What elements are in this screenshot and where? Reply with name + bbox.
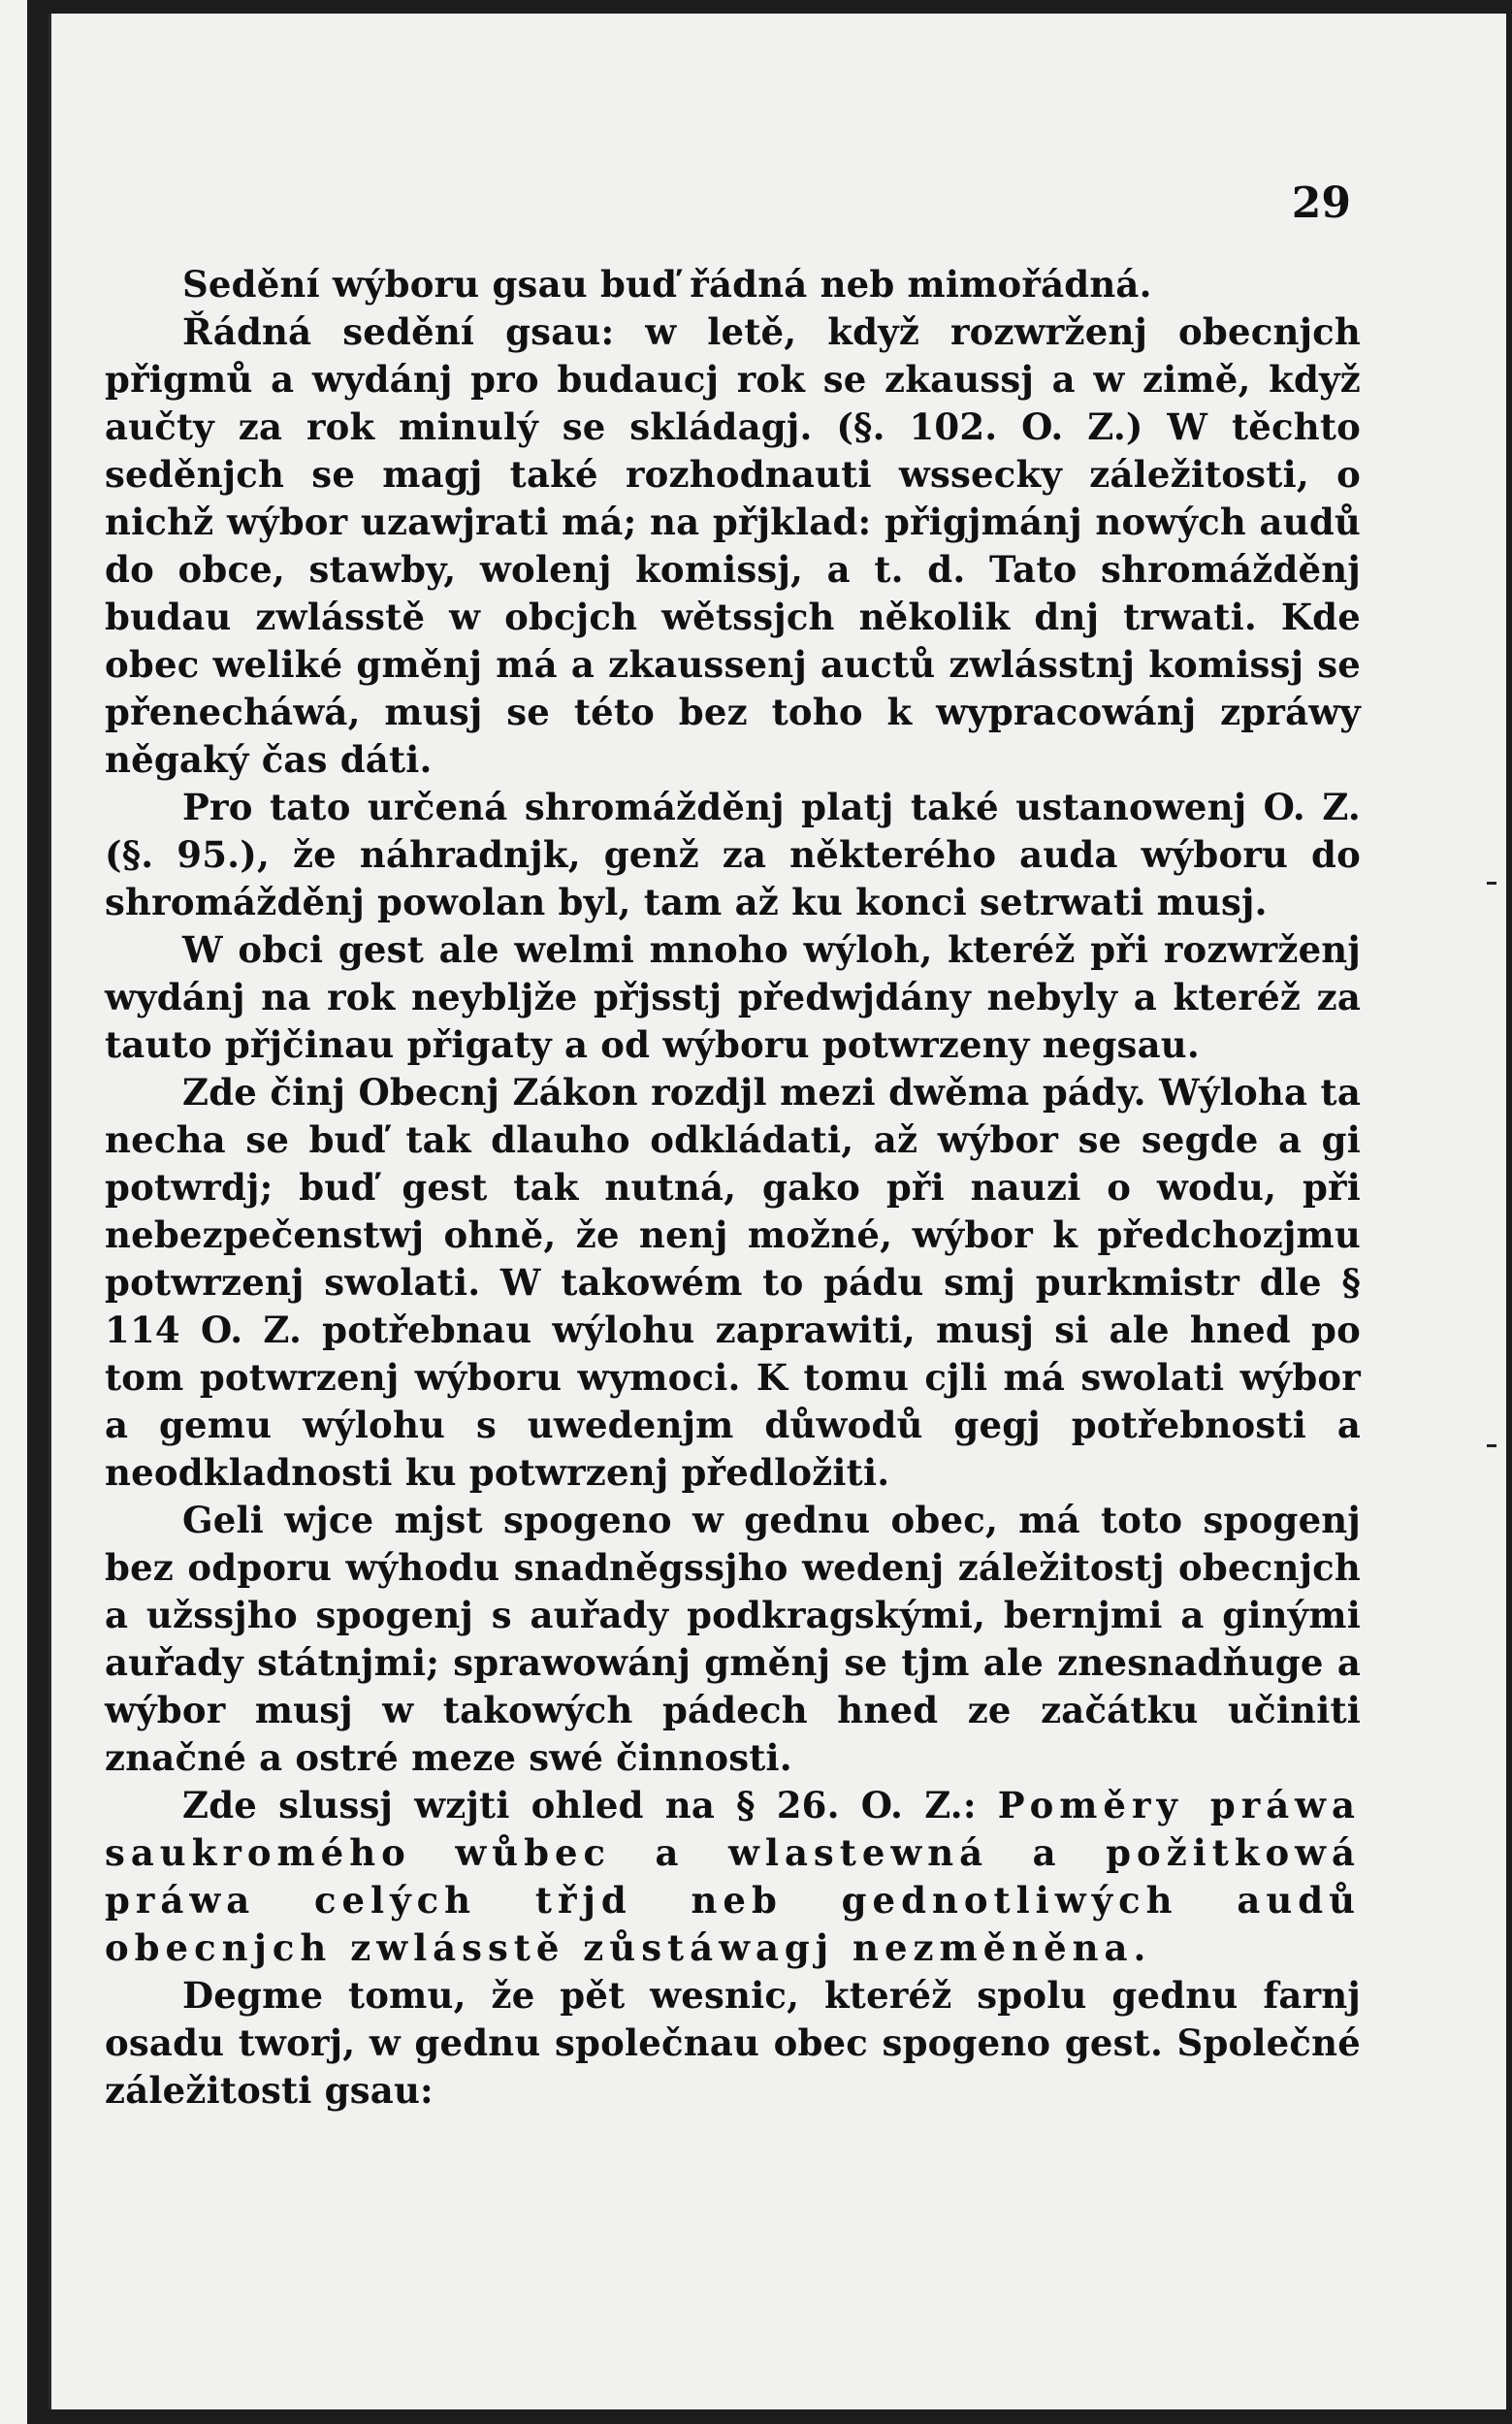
margin-mark — [1487, 882, 1496, 885]
book-page — [48, 14, 1506, 2409]
quoted-law-text: Poměry práwa saukromého wůbec a wlastewná a požitkowá práwa celých třjd neb gednotliwých audů obecnjch zwlásstě zůstáwagj nezměněna. — [105, 1784, 1361, 1969]
paragraph: Pro tato určená shromážděnj platj také ustanowenj O. Z. (§. 95.), že náhradnjk, genž za některého auda wýboru do shromážděnj powolan byl, tam až ku konci setrwati musj. — [105, 786, 1361, 923]
paragraph-lead: Zde slussj wzjti ohled na § 26. O. Z.: — [182, 1784, 998, 1826]
scan-left-edge — [0, 0, 27, 2424]
paragraph — [105, 1782, 1361, 1972]
paragraph: W obci gest ale welmi mnoho wýloh, kteréž při rozwrženj wydánj na rok neybljže přjsstj předwjdány nebyly a kteréž za tauto přjčinau přigaty a od wýboru potwrzeny negsau. — [105, 928, 1361, 1066]
paragraph: Řádná sedění gsau: w letě, když rozwrženj obecnjch přigmů a wydánj pro budaucj rok se zkaussj a w zimě, když aučty za rok minulý se skládagj. (§. 102. O. Z.) W těchto seděnjch se magj také rozhodnauti wssecky záležitosti, o nichž wýbor uzawjrati má; na přjklad: přigjmánj nowých audů do obce, stawby, wolenj komissj, a t. d. Tato shromážděnj budau zwlásstě w obcjch wětssjch několik dnj trwati. Kde obec weliké gměnj má a zkaussenj auctů zwlásstnj komissj se přenecháwá, musj se této bez toho k wypracowánj zpráwy něgaký čas dáti. — [105, 310, 1361, 781]
paragraph: Sedění wýboru gsau buď řádná neb mimořádná. — [182, 263, 1152, 306]
margin-mark — [1487, 1444, 1496, 1447]
page-text — [105, 261, 1361, 2115]
paragraph: Geli wjce mjst spogeno w gednu obec, má toto spogenj bez odporu wýhodu snadněgssjho wedenj záležitostj obecnjch a užssjho spogenj s auřady podkragskými, bernjmi a ginými auřady státnjmi; sprawowánj gměnj se tjm ale znesnadňuge a wýbor musj w takowých pádech hned ze začátku učiniti značné a ostré meze swé činnosti. — [105, 1499, 1361, 1779]
paragraph: Zde činj Obecnj Zákon rozdjl mezi dwěma pády. Wýloha ta necha se buď tak dlauho odkládati, až wýbor se segde a gi potwrdj; buď gest tak nutná, gako při nauzi o wodu, při nebezpečenstwj ohně, že nenj možné, wýbor k předchozjmu potwrzenj swolati. W takowém to pádu smj purkmistr dle § 114 O. Z. potřebnau wýlohu zaprawiti, musj si ale hned po tom potwrzenj wýboru wymoci. K tomu cjli má swolati wýbor a gemu wýlohu s uwedenjm důwodů gegj potřebnosti a neodkladnosti ku potwrzenj předložiti. — [105, 1071, 1361, 1494]
page-number: 29 — [1291, 178, 1351, 228]
paragraph: Degme tomu, že pět wesnic, kteréž spolu gednu farnj osadu tworj, w gednu společnau obec spogeno gest. Společné záležitosti gsau: — [105, 1974, 1361, 2112]
